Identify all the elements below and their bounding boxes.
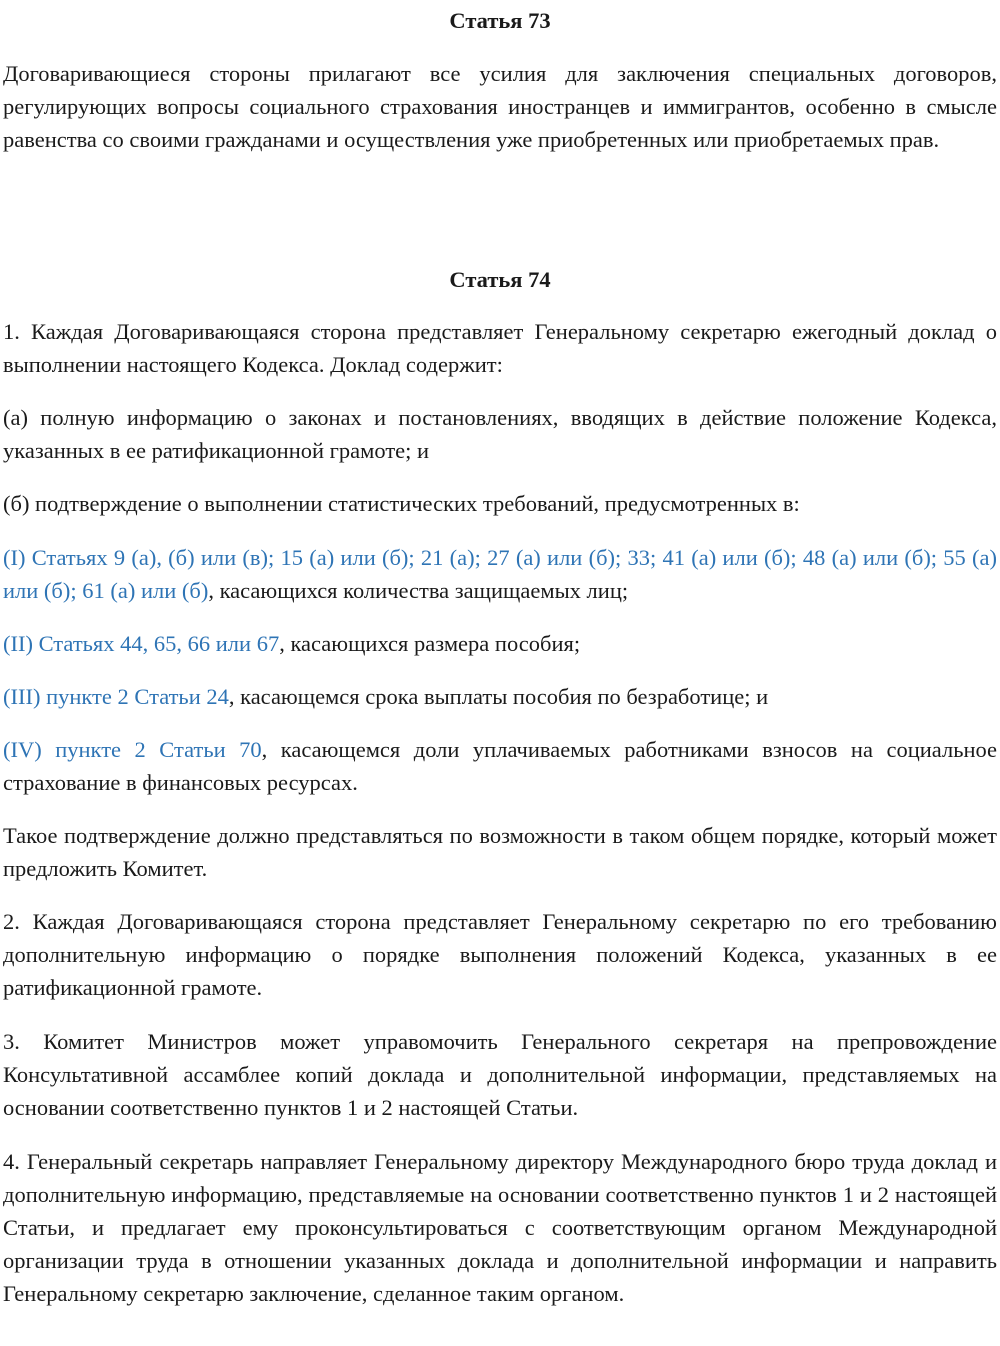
article-74-item-b: (б) подтверждение о выполнении статистических требований, предусмотренных в: xyxy=(3,491,800,516)
article-73-text: Договаривающиеся стороны прилагают все усилия для заключения специальных договоров, регулирующих вопросы социального страхования иностранцев и иммигрантов, особенно в смысле равенства со своими гражданами и осуществления уже приобретенных или приобретаемых прав. xyxy=(3,61,997,152)
article-74-subitem-ii xyxy=(3,627,997,660)
article-74-subitem-iii xyxy=(3,680,997,713)
subitem-iv-text: , касающемся доли уплачиваемых работниками взносов на социальное страхование в финансовых ресурсах. xyxy=(3,737,998,795)
article-74-paragraph-2: 2. Каждая Договаривающаяся сторона представляет Генеральному секретарю по его требованию дополнительную информацию о порядке выполнения положений Кодекса, указанных в ее ратификационной грамоте. xyxy=(3,909,997,1000)
article-74-subitem-i xyxy=(3,541,997,607)
subitem-iv-reference-link[interactable]: (IV) пункте 2 Статьи 70 xyxy=(3,737,262,762)
subitem-iii-reference-link[interactable]: (III) пункте 2 Статьи 24 xyxy=(3,684,229,709)
article-74-confirmation-note: Такое подтверждение должно представляться по возможности в таком общем порядке, который может предложить Комитет. xyxy=(3,823,997,881)
subitem-ii-text: , касающихся размера пособия; xyxy=(279,631,581,656)
article-74-paragraph-1: 1. Каждая Договаривающаяся сторона представляет Генеральному секретарю ежегодный доклад о выполнении настоящего Кодекса. Доклад содержит: xyxy=(3,319,997,377)
article-73-title: Статья 73 xyxy=(449,8,551,33)
article-74-subitem-iv xyxy=(3,733,997,799)
article-74-item-a: (а) полную информацию о законах и постановлениях, вводящих в действие положение Кодекса, указанных в ее ратификационной грамоте; и xyxy=(3,405,997,463)
article-74-title: Статья 74 xyxy=(449,267,551,292)
article-74-paragraph-3: 3. Комитет Министров может управомочить Генерального секретаря на препровождение Консультативной ассамблее копий доклада и дополнительной информации, представляемых на основании соответственно пунктов 1 и 2 настоящей Статьи. xyxy=(3,1029,997,1120)
subitem-ii-reference-link[interactable]: (II) Статьях 44, 65, 66 или 67 xyxy=(3,631,280,656)
subitem-i-reference-link[interactable]: (I) Статьях 9 (а), (б) или (в); 15 (а) или (б); 21 (а); 27 (а) или (б); 33; 41 (а) или (б); 48 (а) или (б); 55 (а) или (б); 61 (а) или (б) xyxy=(3,545,997,603)
subitem-iii-text: , касающемся срока выплаты пособия по безработице; и xyxy=(228,684,769,709)
subitem-i-text: , касающихся количества защищаемых лиц; xyxy=(208,578,629,603)
article-74-paragraph-4: 4. Генеральный секретарь направляет Генеральному директору Международного бюро труда доклад и дополнительную информацию, представляемые на основании соответственно пунктов 1 и 2 настоящей Статьи, и предлагает ему проконсультироваться с соответствующим органом Международной организации труда в отношении указанных доклада и дополнительной информации и направить Генеральному секретарю заключение, сделанное таким органом. xyxy=(3,1149,997,1306)
